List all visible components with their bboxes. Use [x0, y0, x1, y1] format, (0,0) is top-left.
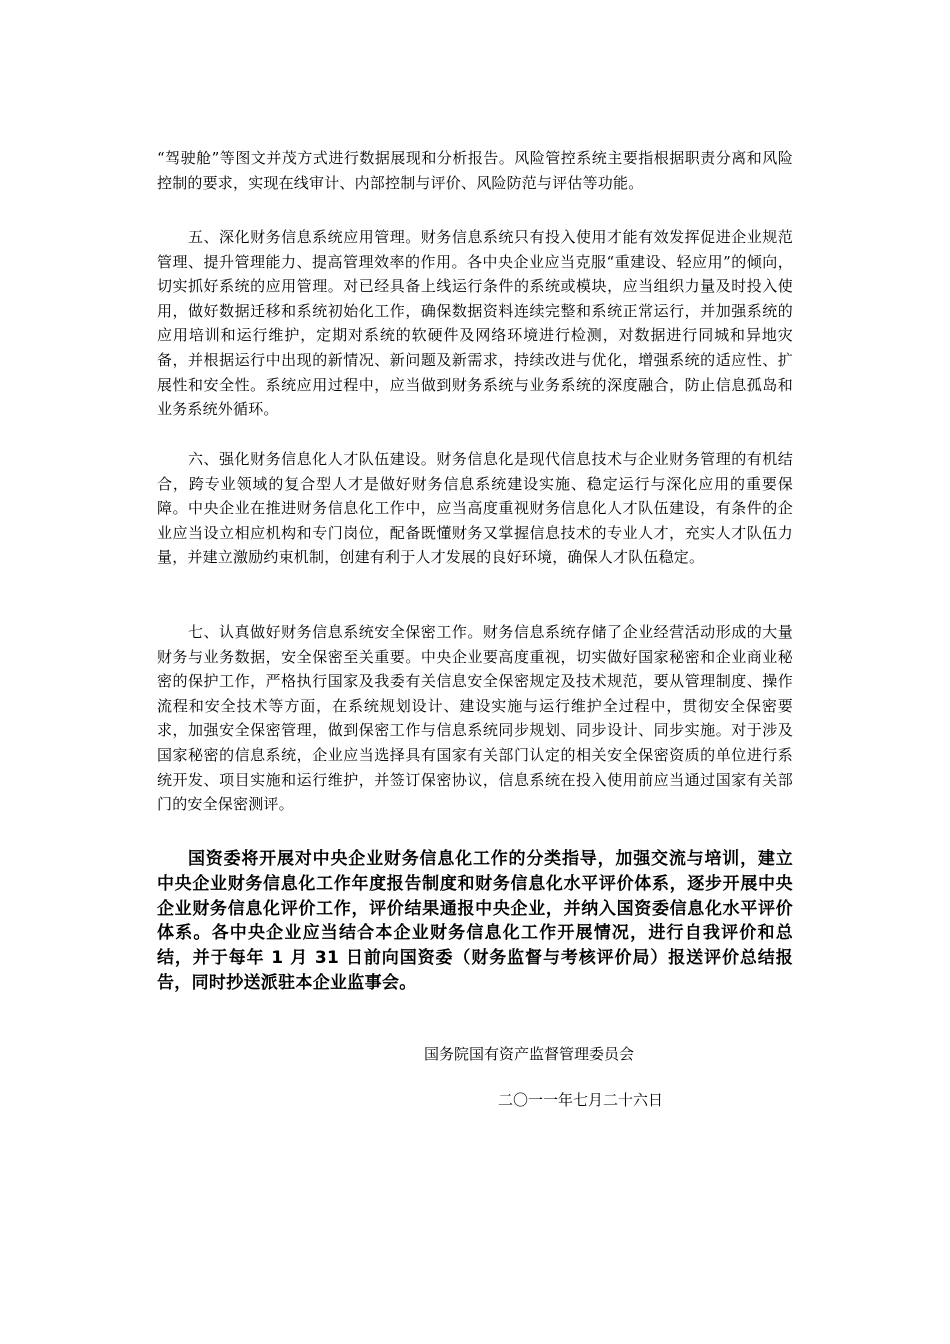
paragraph-section-6: 六、强化财务信息化人才队伍建设。财务信息化是现代信息技术与企业财务管理的有机结合，跨专业领域的复合型人才是做好财务信息系统建设实施、稳定运行与深化应用的重要保障。中央企业在推进财务信息化工作中，应当高度重视财务信息化人才队伍建设，有条件的企业应当设立相应机构和专门岗位，配备既懂财务又掌握信息技术的专业人才，充实人才队伍力量，并建立激励约束机制，创建有利于人才发展的良好环境，确保人才队伍稳定。 — [157, 450, 793, 567]
paragraph-section-5: 五、深化财务信息系统应用管理。财务信息系统只有投入使用才能有效发挥促进企业规范管理、提升管理能力、提高管理效率的作用。各中央企业应当克服“重建设、轻应用”的倾向，切实抓好系统的应用管理。对已经具备上线运行条件的系统或模块，应当组织力量及时投入使用，做好数据迁移和系统初始化工作，确保数据资料连续完整和系统正常运行，并加强系统的应用培训和运行维护，定期对系统的软硬件及网络环境进行检测，对数据进行同城和异地灾备，并根据运行中出现的新情况、新问题及新需求，持续改进与优化，增强系统的适应性、扩展性和安全性。系统应用过程中，应当做到财务系统与业务系统的深度融合，防止信息孤岛和业务系统外循环。 — [157, 228, 793, 419]
signature-date: 二〇一一年七月二十六日 — [498, 1091, 664, 1109]
signature-organization: 国务院国有资产监督管理委员会 — [424, 1045, 635, 1063]
paragraph-closing-bold: 国资委将开展对中央企业财务信息化工作的分类指导，加强交流与培训，建立中央企业财务信息化工作年度报告制度和财务信息化水平评价体系，逐步开展中央企业财务信息化评价工作，评价结果通报中央企业，并纳入国资委信息化水平评价体系。各中央企业应当结合本企业财务信息化工作开展情况，进行自我评价和总结，并于每年 1 月 31 日前向国资委（财务监督与考核评价局）报送评价总结报告，同时抄送派驻本企业监事会。 — [157, 849, 793, 993]
paragraph-continuation: “驾驶舱”等图文并茂方式进行数据展现和分析报告。风险管控系统主要指根据职责分离和风险控制的要求，实现在线审计、内部控制与评价、风险防范与评估等功能。 — [157, 149, 793, 192]
paragraph-section-7: 七、认真做好财务信息系统安全保密工作。财务信息系统存储了企业经营活动形成的大量财务与业务数据，安全保密至关重要。中央企业要高度重视，切实做好国家秘密和企业商业秘密的保护工作，严格执行国家及我委有关信息安全保密规定及技术规范，要从管理制度、操作流程和安全技术等方面，在系统规划设计、建设实施与运行维护全过程中，贯彻安全保密要求，加强安全保密管理，做到保密工作与信息系统同步规划、同步设计、同步实施。对于涉及国家秘密的信息系统，企业应当选择具有国家有关部门认定的相关安全保密资质的单位进行系统开发、项目实施和运行维护，并签订保密协议，信息系统在投入使用前应当通过国家有关部门的安全保密测评。 — [157, 623, 793, 814]
